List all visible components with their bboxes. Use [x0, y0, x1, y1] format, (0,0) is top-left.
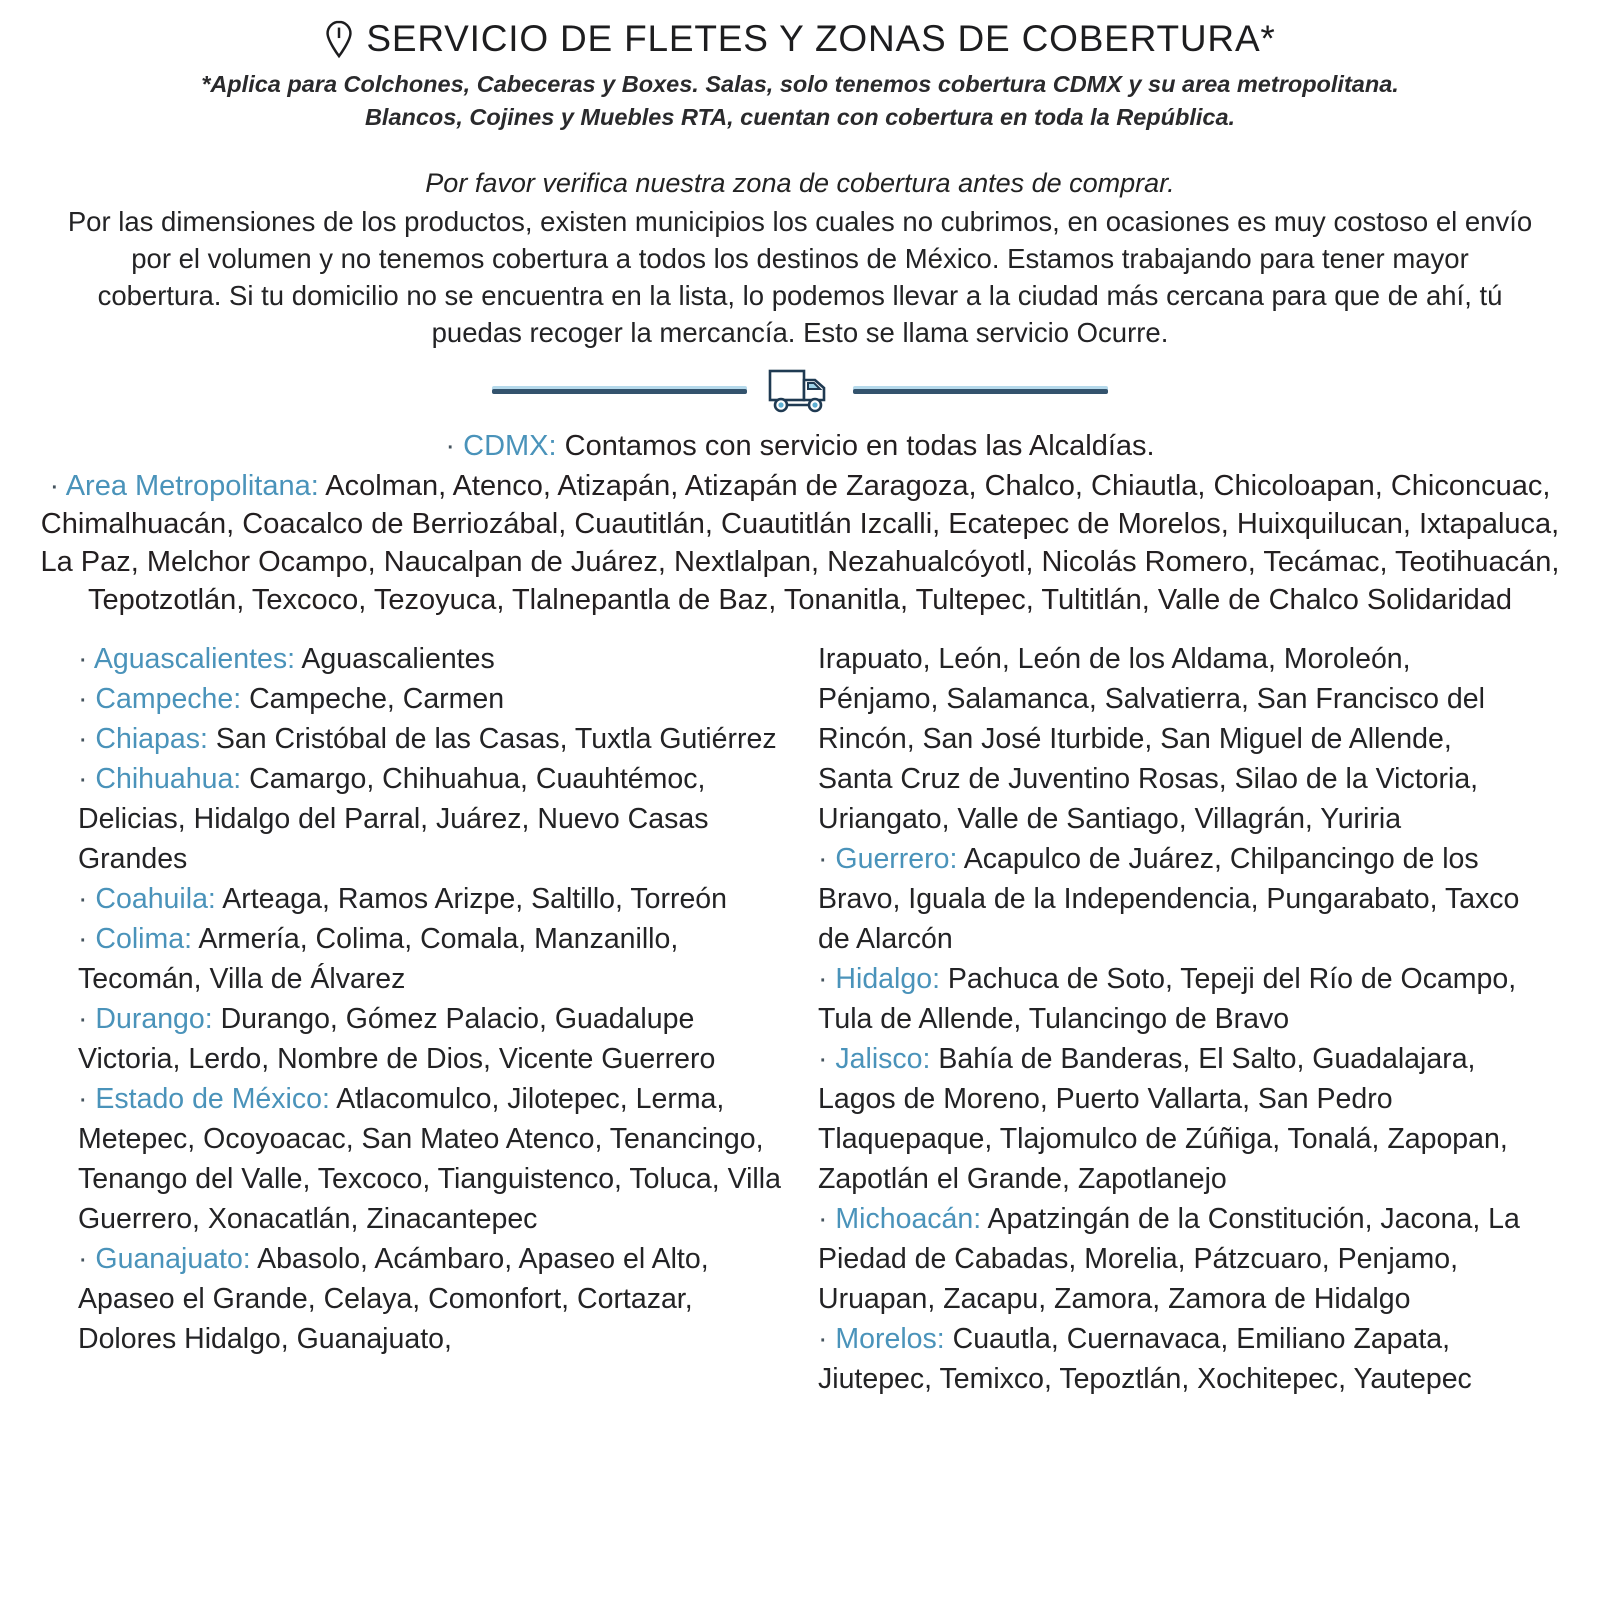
states-column-right	[818, 639, 1522, 1399]
state-name: Michoacán:	[835, 1203, 988, 1235]
state-entry	[78, 719, 782, 759]
state-cities: Pachuca de Soto, Tepeji del Río de Ocampo, Tula de Allende, Tulancingo de Bravo	[818, 963, 1517, 1035]
page-header	[0, 18, 1600, 60]
divider-line-left	[492, 389, 747, 394]
bullet-marker: ·	[78, 643, 94, 675]
verify-note: Por favor verifica nuestra zona de cobertura antes de comprar.	[425, 168, 1175, 198]
bullet-marker: ·	[78, 683, 96, 715]
state-name: Morelos:	[835, 1323, 953, 1355]
state-cities: Irapuato, León, León de los Aldama, Moroleón, Pénjamo, Salamanca, Salvatierra, San Francisco del Rincón, San José Iturbide, San Miguel de Allende, Santa Cruz de Juventino Rosas, Silao de la Victoria, Uriangato, Valle de Santiago, Villagrán, Yuriria	[818, 643, 1485, 835]
state-name: Estado de México:	[95, 1083, 337, 1115]
metro-cities: Acolman, Atenco, Atizapán, Atizapán de Zaragoza, Chalco, Chiautla, Chicoloapan, Chiconcuac, Chimalhuacán, Coacalco de Berriozábal, Cuautitlán, Cuautitlán Izcalli, Ecatepec de Morelos, Huixquilucan, Ixtapaluca, La Paz, Melchor Ocampo, Naucalpan de Juárez, Nextlalpan, Nezahualcóyotl, Nicolás Romero, Tecámac, Teotihuacán, Tepotzotlán, Texcoco, Tezoyuca, Tlalnepantla de Baz, Tonanitla, Tultepec, Tultitlán, Valle de Chalco Solidaridad	[40, 470, 1560, 616]
disclaimer-line-1: *Aplica para Colchones, Cabeceras y Boxes. Salas, solo tenemos cobertura CDMX y su area metropolitana.	[201, 71, 1399, 97]
state-name: Guerrero:	[835, 843, 964, 875]
state-cities: Apatzingán de la Constitución, Jacona, La Piedad de Cabadas, Morelia, Pátzcuaro, Penjamo, Uruapan, Zacapu, Zamora, Zamora de Hidalgo	[818, 1203, 1520, 1315]
state-name: Durango:	[95, 1003, 221, 1035]
bullet-marker: ·	[78, 923, 96, 955]
state-name: Campeche:	[95, 683, 250, 715]
bullet-marker: ·	[818, 843, 836, 875]
state-cities: Acapulco de Juárez, Chilpancingo de los Bravo, Iguala de la Independencia, Pungarabato, Taxco de Alarcón	[818, 843, 1520, 955]
state-entry	[818, 639, 1522, 839]
state-name: Colima:	[95, 923, 199, 955]
state-entry	[78, 1239, 782, 1359]
bullet-marker: ·	[818, 1043, 836, 1075]
state-name: Chiapas:	[95, 723, 216, 755]
state-entry	[78, 759, 782, 879]
state-cities: Campeche, Carmen	[249, 683, 505, 715]
state-name: Jalisco:	[835, 1043, 939, 1075]
bullet-marker: ·	[78, 1083, 96, 1115]
state-cities: Durango, Gómez Palacio, Guadalupe Victoria, Lerdo, Nombre de Dios, Vicente Guerrero	[78, 1003, 716, 1075]
state-entry	[818, 959, 1522, 1039]
metro-coverage-line	[33, 467, 1568, 619]
state-entry	[78, 879, 782, 919]
state-cities: Arteaga, Ramos Arizpe, Saltillo, Torreón	[222, 883, 727, 915]
state-entry	[78, 919, 782, 999]
state-entry	[78, 639, 782, 679]
state-name: Hidalgo:	[835, 963, 948, 995]
cdmx-label: CDMX:	[463, 430, 557, 462]
state-entry	[78, 679, 782, 719]
divider-line-right	[853, 389, 1108, 394]
cdmx-text: Contamos con servicio en todas las Alcaldías.	[564, 430, 1155, 462]
delivery-truck-icon	[767, 367, 833, 415]
intro-paragraph: Por las dimensiones de los productos, existen municipios los cuales no cubrimos, en ocasiones es muy costoso el envío por el volumen y no tenemos cobertura a todos los destinos de México. Estamos trabajando para tener mayor cobertura. Si tu domicilio no se encuentra en la lista, lo podemos llevar a la ciudad más cercana para que de ahí, tú puedas recoger la mercancía. Esto se llama servicio Ocurre.	[67, 206, 1533, 348]
state-name: Chihuahua:	[95, 763, 250, 795]
state-entry	[78, 999, 782, 1079]
bullet-marker: ·	[78, 1243, 96, 1275]
state-entry	[818, 839, 1522, 959]
state-name: Coahuila:	[95, 883, 223, 915]
states-column-left	[78, 639, 782, 1399]
bullet-marker: ·	[78, 1003, 96, 1035]
page-title: SERVICIO DE FLETES Y ZONAS DE COBERTURA*	[366, 18, 1276, 59]
location-pin-icon	[324, 19, 354, 59]
state-cities: Atlacomulco, Jilotepec, Lerma, Metepec, Ocoyoacac, San Mateo Atenco, Tenancingo, Tenango del Valle, Texcoco, Tianguistenco, Toluca, Villa Guerrero, Xonacatlán, Zinacantepec	[78, 1083, 781, 1235]
state-cities: Aguascalientes	[301, 643, 495, 675]
metro-label: Area Metropolitana:	[65, 470, 319, 502]
state-entry	[818, 1319, 1522, 1399]
state-cities: Abasolo, Acámbaro, Apaseo el Alto, Apaseo el Grande, Celaya, Comonfort, Cortazar, Dolores Hidalgo, Guanajuato,	[78, 1243, 709, 1355]
state-entry	[818, 1039, 1522, 1199]
cdmx-coverage-line	[0, 427, 1600, 465]
states-columns	[0, 633, 1600, 1399]
state-cities: San Cristóbal de las Casas, Tuxtla Gutiérrez	[215, 723, 777, 755]
bullet-marker: ·	[818, 1323, 836, 1355]
state-entry	[818, 1199, 1522, 1319]
state-cities: Armería, Colima, Comala, Manzanillo, Tecomán, Villa de Álvarez	[78, 923, 679, 995]
disclaimer-line-2: Blancos, Cojines y Muebles RTA, cuentan con cobertura en toda la República.	[364, 104, 1236, 130]
state-cities: Cuautla, Cuernavaca, Emiliano Zapata, Jiutepec, Temixco, Tepoztlán, Xochitepec, Yautepec	[818, 1323, 1472, 1395]
state-name: Aguascalientes:	[93, 643, 302, 675]
state-name: Guanajuato:	[95, 1243, 258, 1275]
bullet-marker: ·	[78, 763, 96, 795]
state-cities: Camargo, Chihuahua, Cuauhtémoc, Delicias, Hidalgo del Parral, Juárez, Nuevo Casas Grandes	[78, 763, 709, 875]
bullet-marker: ·	[818, 963, 836, 995]
bullet-marker: ·	[49, 470, 60, 502]
bullet-marker: ·	[445, 430, 456, 462]
state-cities: Bahía de Banderas, El Salto, Guadalajara, Lagos de Moreno, Puerto Vallarta, San Pedro Tlaquepaque, Tlajomulco de Zúñiga, Tonalá, Zapopan, Zapotlán el Grande, Zapotlanejo	[818, 1043, 1508, 1195]
bullet-marker: ·	[78, 883, 96, 915]
truck-divider	[0, 365, 1600, 417]
bullet-marker: ·	[78, 723, 96, 755]
bullet-marker: ·	[818, 1203, 836, 1235]
state-entry	[78, 1079, 782, 1239]
